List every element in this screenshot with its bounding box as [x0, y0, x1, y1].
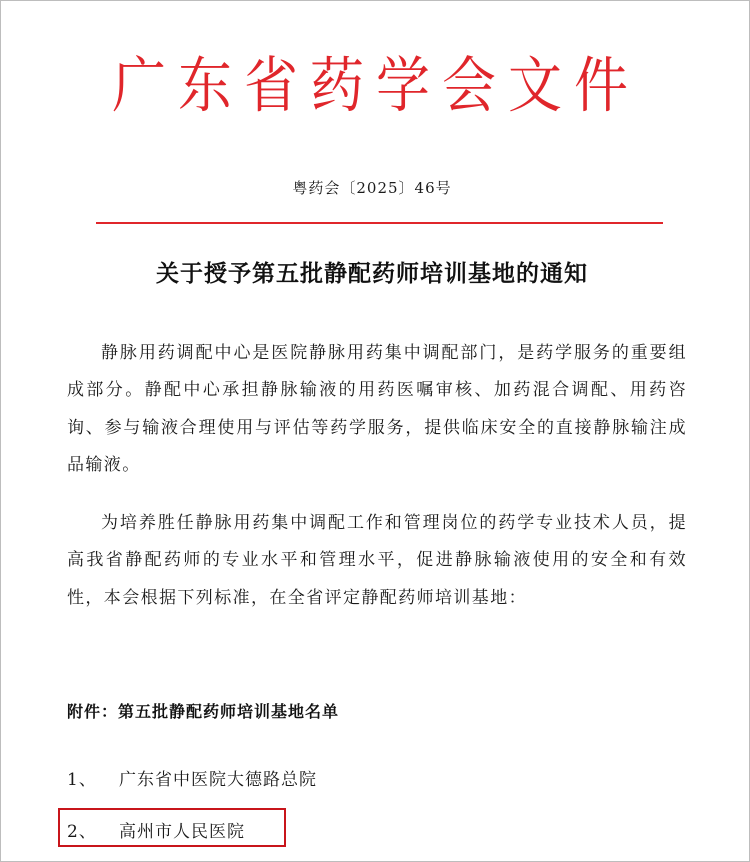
body-paragraph-2: 为培养胜任静脉用药集中调配工作和管理岗位的药学专业技术人员，提高我省静配药师的专业水平和管理水平，促进静脉输液使用的安全和有效性，本会根据下列标准，在全省评定静配药师培训基地： — [67, 513, 687, 608]
list-item-name: 广东省中医院大德路总院 — [119, 770, 317, 790]
list-item-number: 1、 — [67, 770, 97, 790]
list-item-number: 2、 — [67, 822, 97, 842]
list-item — [67, 765, 317, 790]
issuer-header: 广东省药学会文件 — [112, 50, 640, 121]
attachment-title: 附件：第五批静配药师培训基地名单 — [67, 702, 340, 721]
document-number: 粤药会〔2025〕46号 — [292, 179, 452, 197]
red-divider — [96, 222, 663, 224]
list-item-name: 高州市人民医院 — [119, 822, 245, 842]
highlight-box — [58, 808, 286, 847]
body-paragraph-1: 静脉用药调配中心是医院静脉用药集中调配部门，是药学服务的重要组成部分。静配中心承担静脉输液的用药医嘱审核、加药混合调配、用药咨询、参与输液合理使用与评估等药学服务，提供临床安全的直接静脉输注成品输液。 — [67, 343, 687, 475]
notice-title: 关于授予第五批静配药师培训基地的通知 — [156, 261, 588, 287]
